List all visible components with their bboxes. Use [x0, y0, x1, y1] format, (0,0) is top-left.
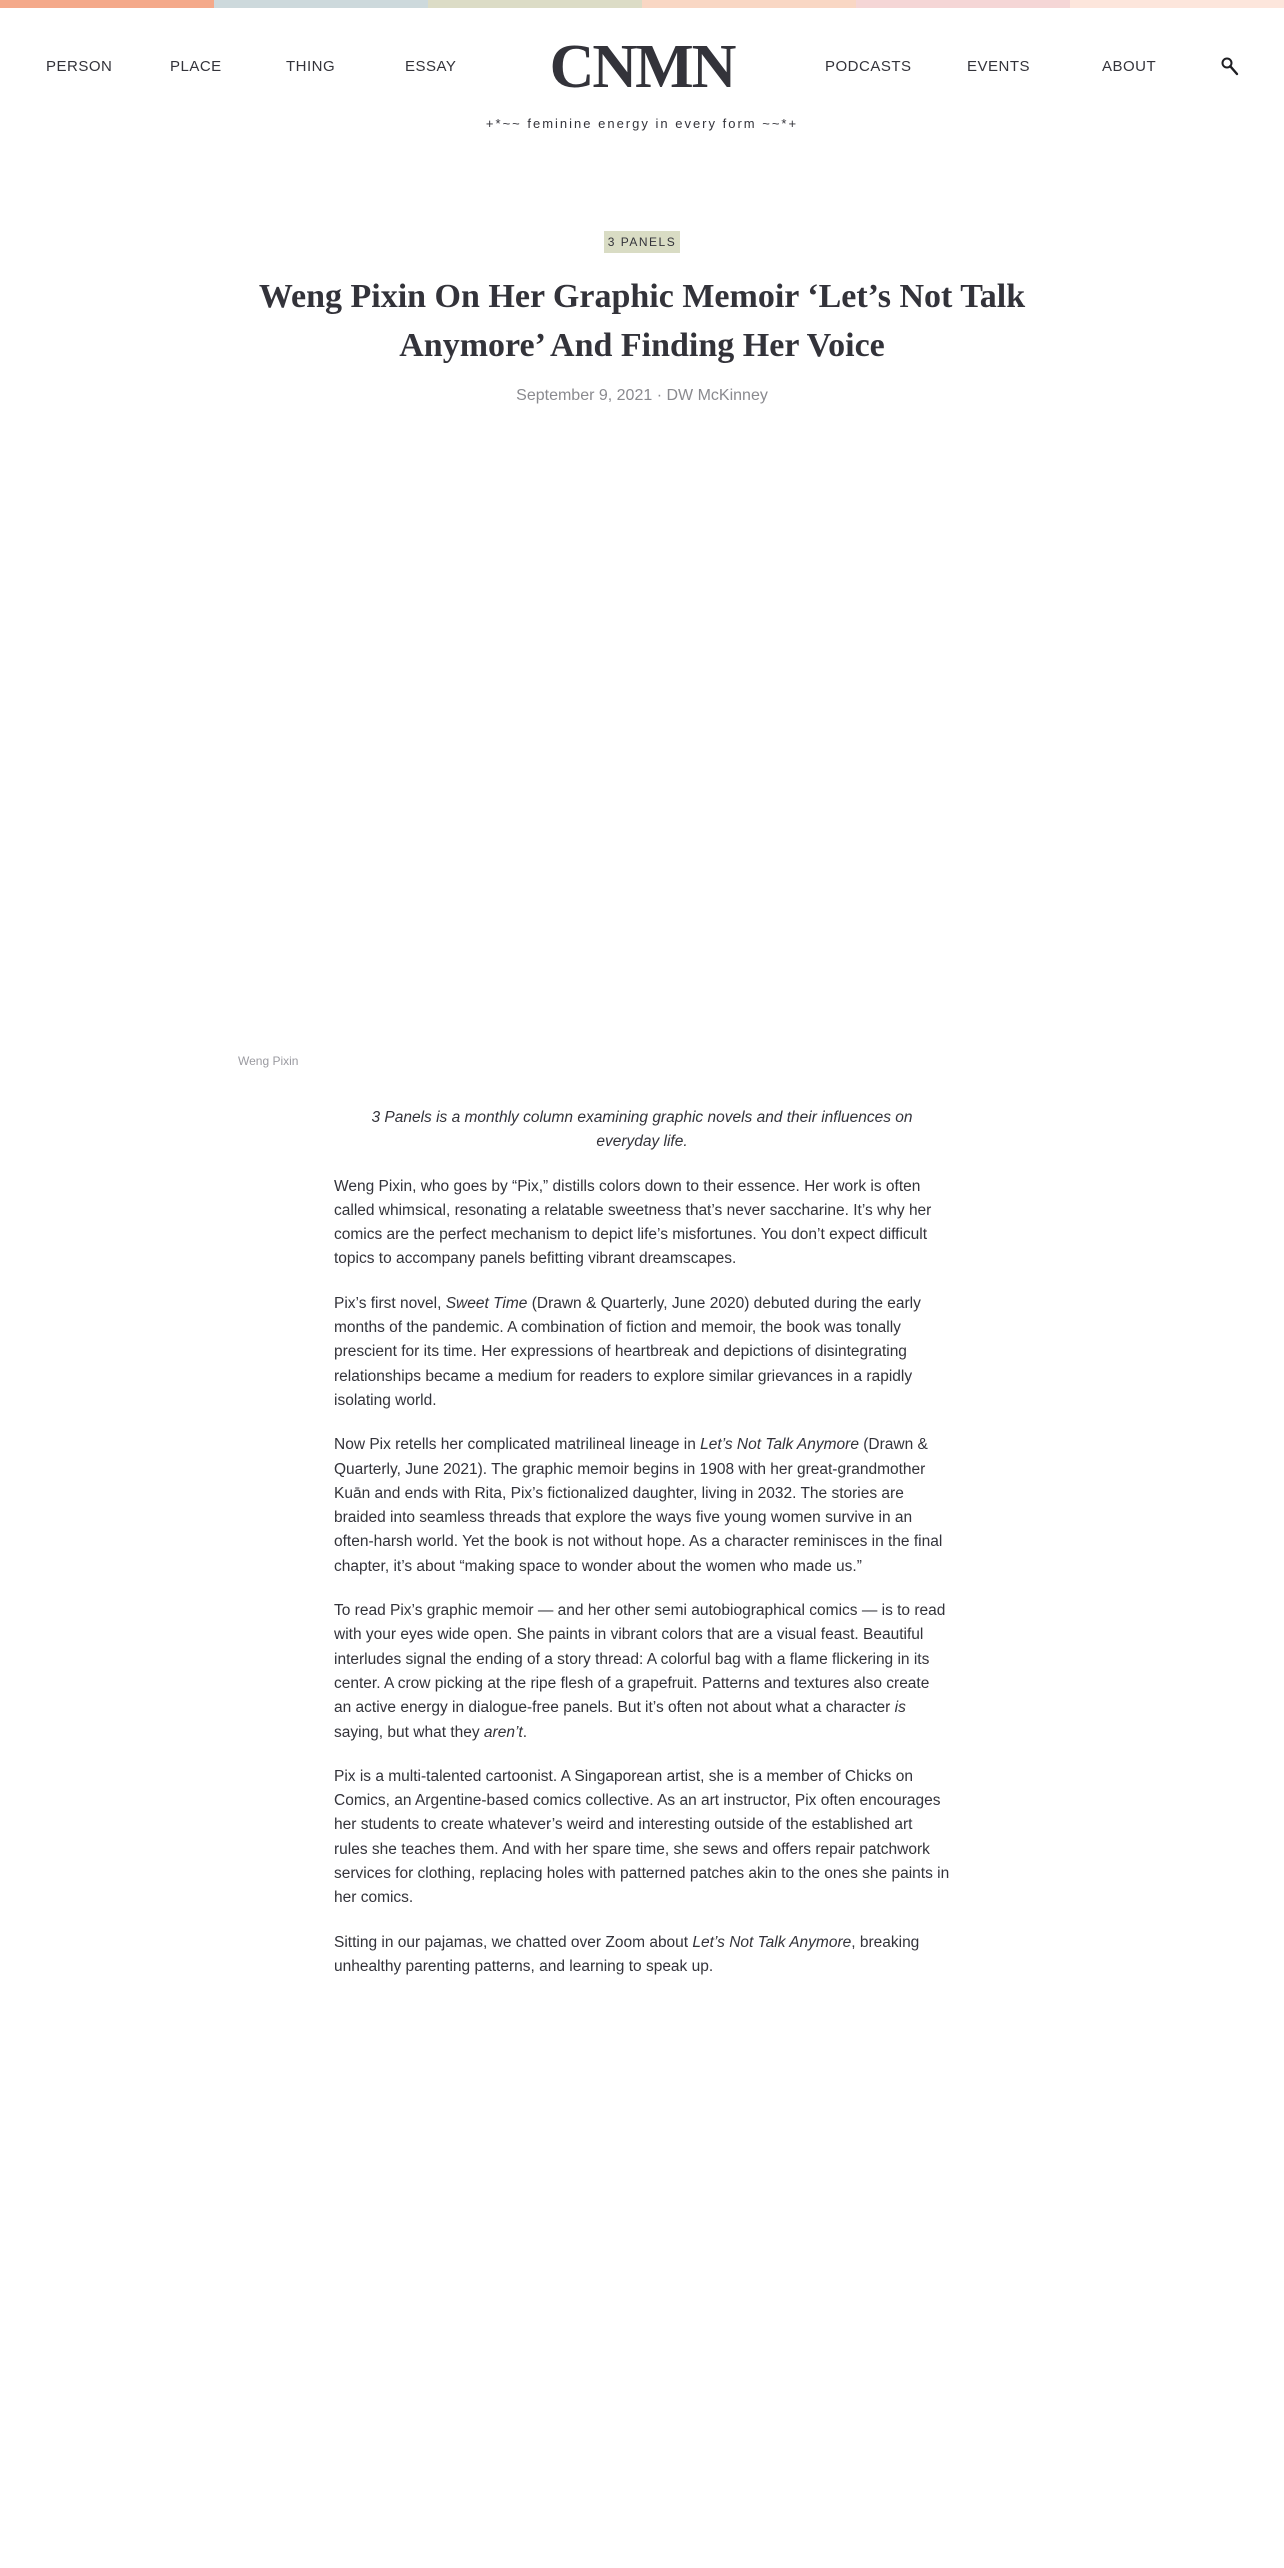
article-paragraph: Pix is a multi-talented cartoonist. A Singaporean artist, she is a member of Chicks on Comics, an Argentine-based comics collective. As an art instructor, Pix often encourages her students to create whatever’s weird and interesting outside of the established art rules she teaches them. And with her spare time, she sews and offers repair patchwork services for clothing, replacing holes with patterned patches akin to the ones she paints in her comics.	[334, 1767, 950, 1907]
stripe-segment	[0, 0, 214, 8]
article-paragraph	[334, 1292, 950, 1413]
nav-item-essay[interactable]: ESSAY	[405, 58, 457, 75]
paragraph-text: , breaking unhealthy parenting patterns, and learning to speak up.	[334, 1933, 920, 1975]
nav-item-about[interactable]: ABOUT	[1102, 58, 1157, 75]
search-icon-graphic	[1220, 56, 1242, 78]
paragraph-text: Pix’s first novel,	[334, 1294, 446, 1312]
nav-item-thing[interactable]: THING	[286, 58, 336, 75]
article-paragraph	[334, 1931, 950, 1980]
paragraph-text: (Drawn & Quarterly, June 2020) debuted during the early months of the pandemic. A combination of fiction and memoir, the book was tonally prescient for its time. Her expressions of heartbreak and depictions of disintegrating relationships became a medium for readers to explore similar grievances in a rapidly isolating world.	[334, 1294, 921, 1409]
column-intro: 3 Panels is a monthly column examining graphic novels and their influences on everyday life.	[371, 1109, 913, 1151]
emphasis: is	[894, 1699, 906, 1717]
category-badge[interactable]: 3 PANELS	[604, 231, 680, 253]
search-icon[interactable]	[1220, 56, 1242, 78]
emphasis: aren’t	[483, 1723, 523, 1741]
top-color-stripe	[0, 0, 1284, 8]
book-title: Sweet Time	[445, 1294, 528, 1312]
site-logo-link[interactable]: CNMN	[549, 33, 735, 101]
book-title: Let’s Not Talk Anymore	[700, 1436, 859, 1454]
paragraph-text: saying, but what they	[334, 1723, 484, 1741]
image-caption: Weng Pixin	[238, 1054, 299, 1068]
stripe-segment	[1070, 0, 1284, 8]
paragraph-text: Now Pix retells her complicated matrilineal lineage in	[334, 1436, 701, 1454]
paragraph-text: (Drawn & Quarterly, June 2021). The graphic memoir begins in 1908 with her great-grandmother Kuān and ends with Rita, Pix’s fictionalized daughter, living in 2032. The stories are braided into seamless threads that explore the ways five young women survive in an often-harsh world. Yet the book is not without hope. As a character reminisces in the final chapter, it’s about “making space to wonder about the women who made us.”	[334, 1436, 943, 1575]
article-author[interactable]: DW McKinney	[666, 387, 768, 404]
meta-separator: ·	[656, 387, 663, 404]
site-header	[0, 8, 1284, 112]
stripe-segment	[856, 0, 1070, 8]
article-meta	[0, 387, 1284, 405]
article-body	[334, 1106, 950, 1999]
nav-item-place[interactable]: PLACE	[170, 58, 222, 75]
article-paragraph	[334, 1599, 950, 1745]
article-title: Weng Pixin On Her Graphic Memoir ‘Let’s Not Talk Anymore’ And Finding Her Voice	[258, 278, 1026, 364]
article-paragraph: Weng Pixin, who goes by “Pix,” distills colors down to their essence. Her work is often called whimsical, resonating a relatable sweetness that’s never saccharine. It’s why her comics are the perfect mechanism to depict life’s misfortunes. You don’t expect difficult topics to accompany panels befitting vibrant dreamscapes.	[334, 1177, 932, 1268]
site-tagline: +*~~ feminine energy in every form ~~*+	[485, 116, 799, 131]
stripe-segment	[642, 0, 856, 8]
nav-item-events[interactable]: EVENTS	[967, 58, 1031, 75]
article-paragraph	[334, 1433, 950, 1579]
book-title: Let’s Not Talk Anymore	[692, 1933, 852, 1951]
paragraph-text: .	[522, 1723, 528, 1741]
paragraph-text: Sitting in our pajamas, we chatted over Zoom about	[334, 1933, 693, 1951]
paragraph-text: To read Pix’s graphic memoir — and her other semi autobiographical comics — is to read with your eyes wide open. She paints in vibrant colors that are a visual feast. Beautiful interludes signal the ending of a story thread: A colorful bag with a flame flickering in its center. A crow picking at the ripe flesh of a grapefruit. Patterns and textures also create an active energy in dialogue-free panels. But it’s often not about what a character	[334, 1602, 946, 1717]
site-logo	[0, 32, 1284, 102]
hero-image	[238, 430, 1046, 1050]
stripe-segment	[214, 0, 428, 8]
nav-item-podcasts[interactable]: PODCASTS	[825, 58, 912, 75]
article-date: September 9, 2021	[516, 387, 653, 404]
nav-item-person[interactable]: PERSON	[46, 58, 113, 75]
stripe-segment	[428, 0, 642, 8]
